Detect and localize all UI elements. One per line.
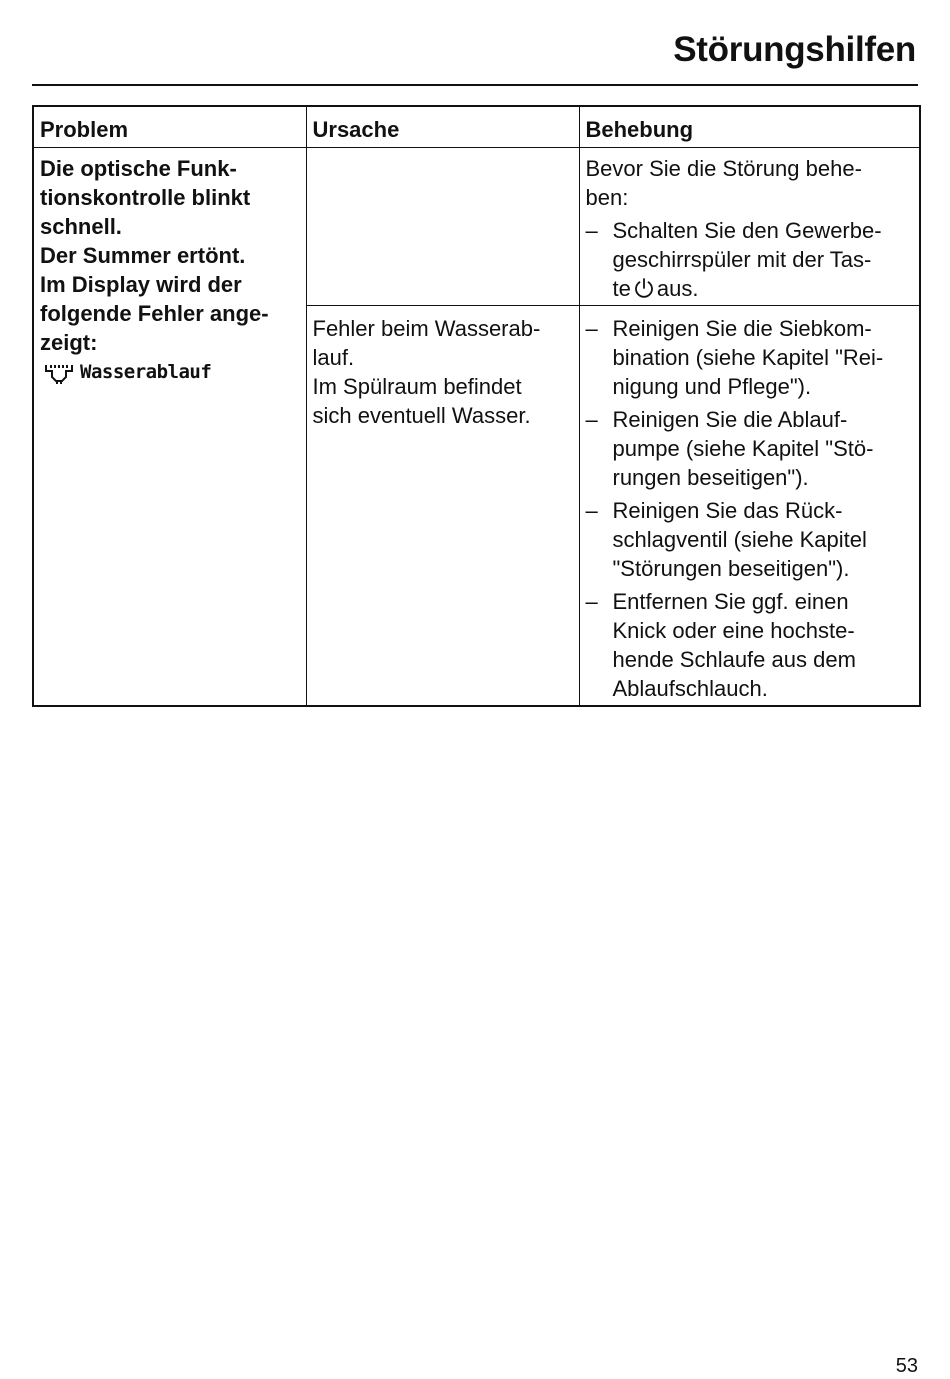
list-item: [586, 587, 914, 703]
cause-line: sich eventuell Wasser.: [312, 403, 531, 428]
remedy-line: Knick oder eine hochste-: [612, 618, 855, 643]
troubleshooting-table: [32, 105, 921, 707]
dash-marker: –: [585, 498, 598, 523]
remedy-pre-list: [586, 216, 914, 303]
column-header-remedy: Behebung: [579, 106, 920, 148]
remedy-line: nigung und Pflege").: [612, 374, 812, 399]
list-item: [586, 314, 914, 401]
column-header-problem: Problem: [33, 106, 306, 148]
dash-marker: –: [585, 589, 598, 614]
remedy-text: aus.: [656, 276, 699, 301]
problem-line: tionskontrolle blinkt: [40, 185, 251, 210]
cause-line: lauf.: [312, 345, 355, 370]
remedy-line: Reinigen Sie das Rück-: [612, 498, 843, 523]
remedy-line: hende Schlaufe aus dem: [612, 647, 856, 672]
list-item: [586, 216, 914, 303]
remedy-line: Reinigen Sie die Siebkom-: [612, 316, 872, 341]
cause-cell: [306, 306, 579, 707]
remedy-list: [586, 314, 914, 703]
problem-line: schnell.: [40, 214, 122, 239]
problem-line: folgende Fehler ange-: [40, 301, 269, 326]
dash-marker: –: [585, 218, 598, 243]
table-header-row: [33, 106, 920, 148]
cause-line: Im Spülraum befindet: [312, 374, 522, 399]
title-rule: [32, 84, 918, 86]
remedy-line: "Störungen beseitigen").: [612, 556, 850, 581]
remedy-cell-pre: [579, 148, 920, 306]
remedy-text: te: [612, 276, 631, 301]
problem-line: Im Display wird der: [40, 272, 242, 297]
page-title: Störungshilfen: [673, 30, 916, 69]
remedy-line: bination (siehe Kapitel "Rei-: [612, 345, 884, 370]
remedy-line: pumpe (siehe Kapitel "Stö-: [612, 436, 874, 461]
display-message: [40, 358, 300, 387]
problem-line: Der Summer ertönt.: [40, 243, 246, 268]
list-item: [586, 405, 914, 492]
problem-line: zeigt:: [40, 330, 98, 355]
remedy-line-last: [613, 274, 914, 303]
remedy-cell: [579, 306, 920, 707]
remedy-line: Ablaufschlauch.: [612, 676, 768, 701]
display-text: Wasserablauf: [80, 361, 212, 383]
page-number: 53: [895, 1355, 918, 1377]
remedy-line: schlagventil (siehe Kapitel: [612, 527, 867, 552]
drain-pump-icon: [44, 361, 74, 385]
cause-line: Fehler beim Wasserab-: [312, 316, 541, 341]
cause-cell-empty: [306, 148, 579, 306]
remedy-line: rungen beseitigen").: [612, 465, 809, 490]
problem-line: Die optische Funk-: [40, 156, 237, 181]
table-row: [33, 148, 920, 306]
dash-marker: –: [585, 407, 598, 432]
remedy-line: geschirrspüler mit der Tas-: [612, 247, 872, 272]
problem-cell: [33, 148, 306, 707]
column-header-cause: Ursache: [306, 106, 579, 148]
power-button-icon: [633, 277, 655, 299]
remedy-line: Entfernen Sie ggf. einen: [612, 589, 849, 614]
remedy-intro-line: ben:: [585, 185, 629, 210]
remedy-line: Reinigen Sie die Ablauf-: [612, 407, 848, 432]
dash-marker: –: [585, 316, 598, 341]
remedy-line: Schalten Sie den Gewerbe-: [612, 218, 882, 243]
list-item: [586, 496, 914, 583]
remedy-intro-line: Bevor Sie die Störung behe-: [585, 156, 862, 181]
